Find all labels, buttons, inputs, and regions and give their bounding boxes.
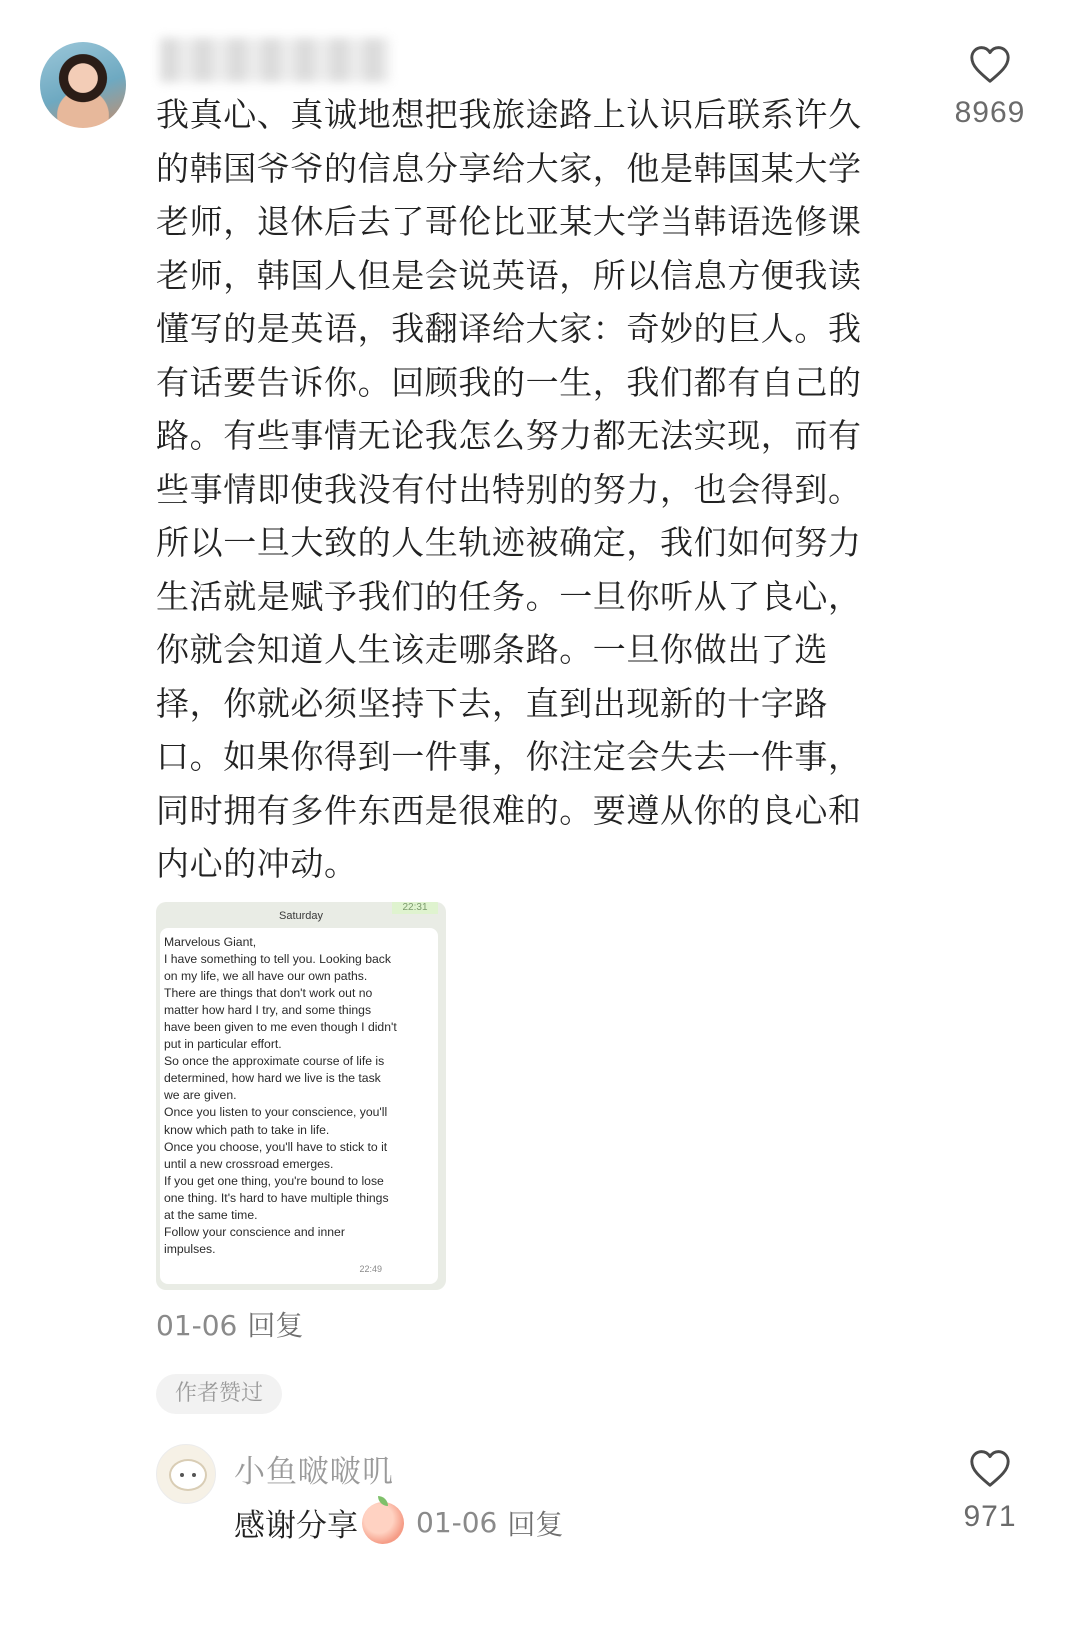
comment-date: 01-06 xyxy=(156,1309,238,1342)
comment-text: 我真心、真诚地想把我旅途路上认识后联系许久的韩国爷爷的信息分享给大家，他是韩国某大学老师，退休后去了哥伦比亚某大学当韩语选修课老师，韩国人但是会说英语，所以信息方便我读懂写的是英语，我翻译给大家：奇妙的巨人。我有话要告诉你。回顾我的一生，我们都有自己的路。有些事情无论我怎么努力都无法实现，而有些事情即使我没有付出特别的努力，也会得到。所以一旦大致的人生轨迹被确定，我们如何努力生活就是赋予我们的任务。一旦你听从了良心，你就会知道人生该走哪条路。一旦你做出了选择，你就必须坚持下去，直到出现新的十字路口。如果你得到一件事，你注定会失去一件事，同时拥有多件东西是很难的。要遵从你的良心和内心的冲动。 xyxy=(156,95,862,883)
comment-username-blurred[interactable] xyxy=(160,38,390,82)
reply-avatar[interactable] xyxy=(156,1444,216,1504)
comment-like[interactable] xyxy=(900,44,1080,130)
reply-date: 01-06 xyxy=(416,1506,498,1539)
heart-outline-icon[interactable] xyxy=(968,1448,1012,1488)
reply-content xyxy=(234,1500,563,1545)
attached-chat-screenshot[interactable] xyxy=(156,902,446,1290)
comment-meta xyxy=(156,1304,303,1344)
author-liked-badge: 作者赞过 xyxy=(156,1374,282,1414)
screenshot-day-label: Saturday xyxy=(278,910,324,922)
peach-emoji-icon xyxy=(362,1502,404,1544)
reply-like-count: 971 xyxy=(963,1500,1017,1533)
screenshot-message-text: Marvelous Giant, I have something to tell you. Looking back on my life, we all have our own paths. There are things that don't work out no matter how hard I try, and some things have been given to me even though I didn't put in particular effort. So once the approximate course of life is determined, how hard we live is the task we are given. Once you listen to your conscience, you'll know which path to take in life. Once you choose, you'll have to stick to it until a new crossroad emerges. If you get one thing, you're bound to lose one thing. It's hard to have multiple things at the same time. Follow your conscience and inner impulses. xyxy=(164,935,397,1256)
comment-avatar[interactable] xyxy=(40,42,126,128)
comment-reply-button[interactable]: 回复 xyxy=(247,1309,304,1342)
screenshot-top-time: 22:31 xyxy=(392,902,438,914)
screenshot-message-bubble xyxy=(160,928,438,1284)
reply-like[interactable] xyxy=(900,1448,1080,1534)
reply-reply-button[interactable]: 回复 xyxy=(507,1507,564,1541)
like-count: 8969 xyxy=(954,96,1026,129)
reply-text: 感谢分享 xyxy=(234,1508,358,1544)
heart-outline-icon[interactable] xyxy=(968,44,1012,84)
reply-username[interactable]: 小鱼啵啵叽 xyxy=(234,1454,394,1490)
screenshot-message-time: 22:49 xyxy=(359,1264,382,1274)
